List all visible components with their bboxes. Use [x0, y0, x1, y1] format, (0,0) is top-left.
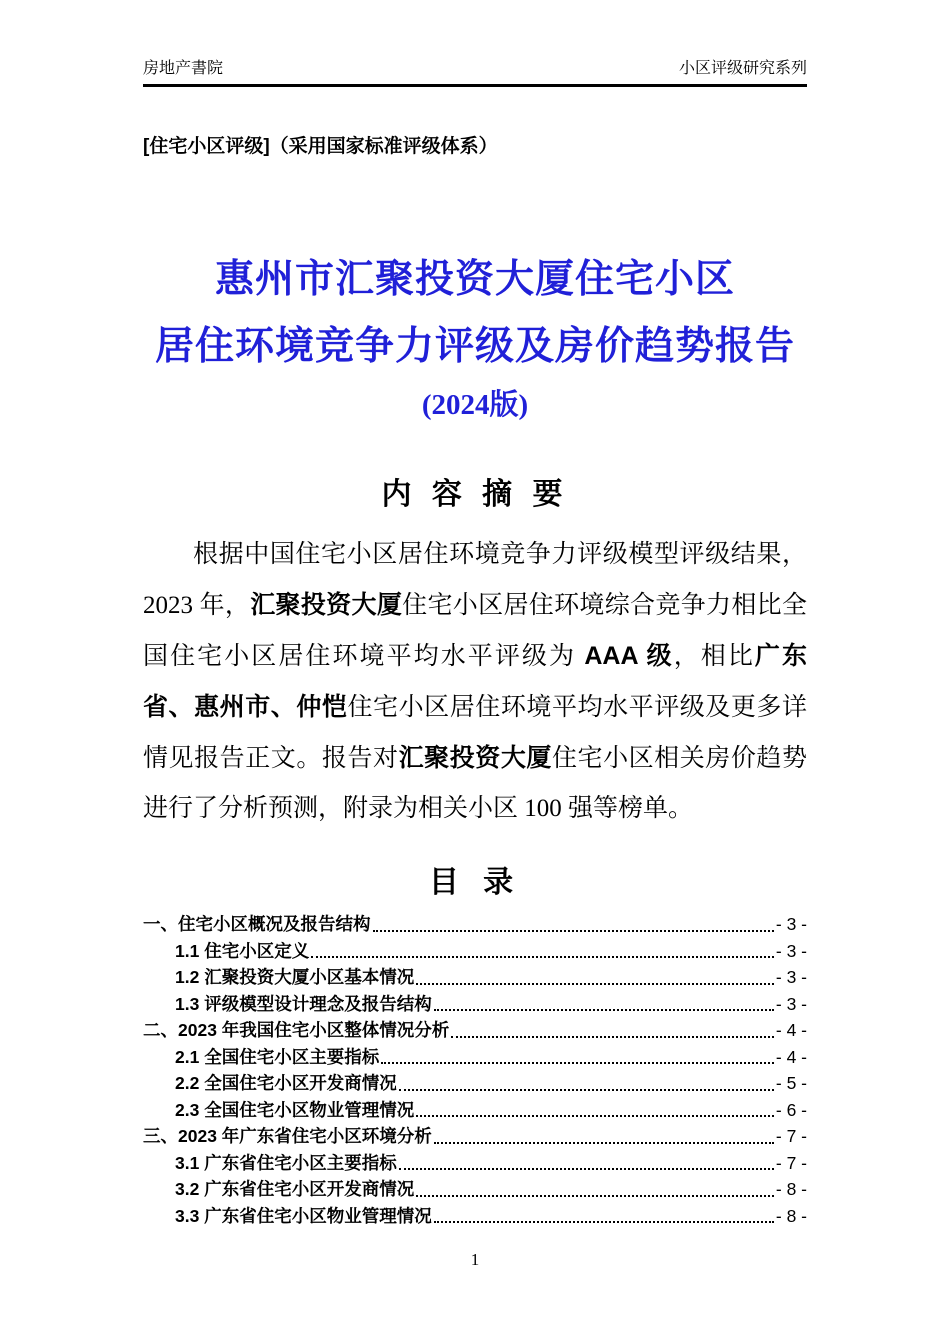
toc-leader-dots [381, 1044, 774, 1065]
toc-leader-dots [399, 1150, 774, 1171]
toc-item-page: - 3 - [775, 967, 807, 987]
running-header [143, 58, 807, 87]
toc-item-label: 2.1 全国住宅小区主要指标 [175, 1046, 380, 1067]
toc-leader-dots [311, 938, 774, 959]
toc-item [143, 1017, 807, 1044]
toc-item-page: - 5 - [775, 1073, 807, 1093]
toc-item [143, 1097, 807, 1124]
toc-item [143, 1150, 807, 1177]
toc-item-label: 3.3 广东省住宅小区物业管理情况 [175, 1205, 432, 1226]
header-left-text: 房地产書院 [143, 60, 224, 77]
report-edition: (2024版) [421, 389, 529, 421]
summary-run: 住宅小区相关房价趋势进行了分析预测，附录为相关小区 100 强等榜单。 [143, 745, 807, 822]
summary-run-bold: AAA 级 [584, 642, 674, 670]
summary-run-bold: 汇聚投资大厦 [398, 744, 552, 772]
toc-leader-dots [416, 1176, 774, 1197]
title-block [143, 246, 807, 426]
toc-leader-dots [434, 1203, 774, 1224]
toc-item [143, 991, 807, 1018]
summary-run: 住宅小区居住环境综合竞争力相比全国住宅小区居住环境平均水平评级为 [143, 592, 807, 670]
toc-item-page: - 8 - [775, 1205, 807, 1226]
toc-item-page: - 7 - [775, 1126, 807, 1146]
toc-item-label: 二、2023 年我国住宅小区整体情况分析 [143, 1020, 450, 1040]
summary-run: 根据中国住宅小区居住环境竞争力评级模型评级结果，2023 年， [143, 541, 807, 619]
toc-item-page: - 3 - [775, 914, 807, 934]
toc-leader-dots [434, 1123, 774, 1144]
toc-item-label: 3.1 广东省住宅小区主要指标 [175, 1152, 397, 1173]
summary-run: ，相比 [673, 643, 755, 670]
toc-leader-dots [416, 1097, 774, 1118]
toc-item [143, 911, 807, 938]
toc-item [143, 1176, 807, 1203]
footer-page-number: 1 [470, 1250, 480, 1269]
toc-leader-dots [399, 1070, 774, 1091]
toc-item-label: 1.3 评级模型设计理念及报告结构 [175, 993, 432, 1014]
toc-item [143, 1070, 807, 1097]
report-title-line2: 居住环境竞争力评级及房价趋势报告 [154, 325, 795, 368]
header-right-text: 小区评级研究系列 [678, 60, 807, 77]
rating-tagline: [住宅小区评级]（采用国家标准评级体系） [143, 136, 498, 157]
toc-leader-dots [451, 1017, 774, 1038]
summary-run: 住宅小区居住环境平均水平评级及更多详情见报告正文。报告对 [143, 694, 807, 772]
toc-item-label: 三、2023 年广东省住宅小区环境分析 [143, 1126, 432, 1146]
toc-item [143, 964, 807, 991]
toc-leader-dots [373, 911, 774, 932]
toc-item [143, 1044, 807, 1071]
toc-item [143, 938, 807, 965]
summary-heading: 内 容 摘 要 [381, 478, 569, 511]
toc-item-label: 2.2 全国住宅小区开发商情况 [175, 1073, 397, 1093]
toc-item-page: - 4 - [775, 1046, 807, 1067]
toc-item-label: 1.2 汇聚投资大厦小区基本情况 [175, 967, 415, 987]
toc-item-page: - 3 - [775, 993, 807, 1014]
toc-item-page: - 6 - [775, 1099, 807, 1120]
toc-leader-dots [416, 964, 774, 985]
toc-item-label: 一、住宅小区概况及报告结构 [143, 914, 371, 934]
toc-list [143, 911, 807, 1229]
toc-item-label: 1.1 住宅小区定义 [175, 940, 310, 961]
toc-leader-dots [434, 991, 774, 1012]
toc-item [143, 1203, 807, 1230]
report-title-line1: 惠州市汇聚投资大厦住宅小区 [214, 258, 735, 301]
toc-item-label: 3.2 广东省住宅小区开发商情况 [175, 1179, 415, 1199]
summary-paragraph [143, 530, 807, 834]
toc-item-page: - 3 - [775, 940, 807, 961]
summary-run-bold: 广东省、惠州市、仲恺 [143, 642, 807, 721]
summary-run-bold: 汇聚投资大厦 [250, 591, 403, 619]
toc-item [143, 1123, 807, 1150]
toc-heading: 目 录 [428, 866, 522, 899]
toc-item-page: - 8 - [775, 1179, 807, 1199]
toc-item-page: - 7 - [775, 1152, 807, 1173]
toc-item-label: 2.3 全国住宅小区物业管理情况 [175, 1099, 415, 1120]
toc-item-page: - 4 - [775, 1020, 807, 1040]
